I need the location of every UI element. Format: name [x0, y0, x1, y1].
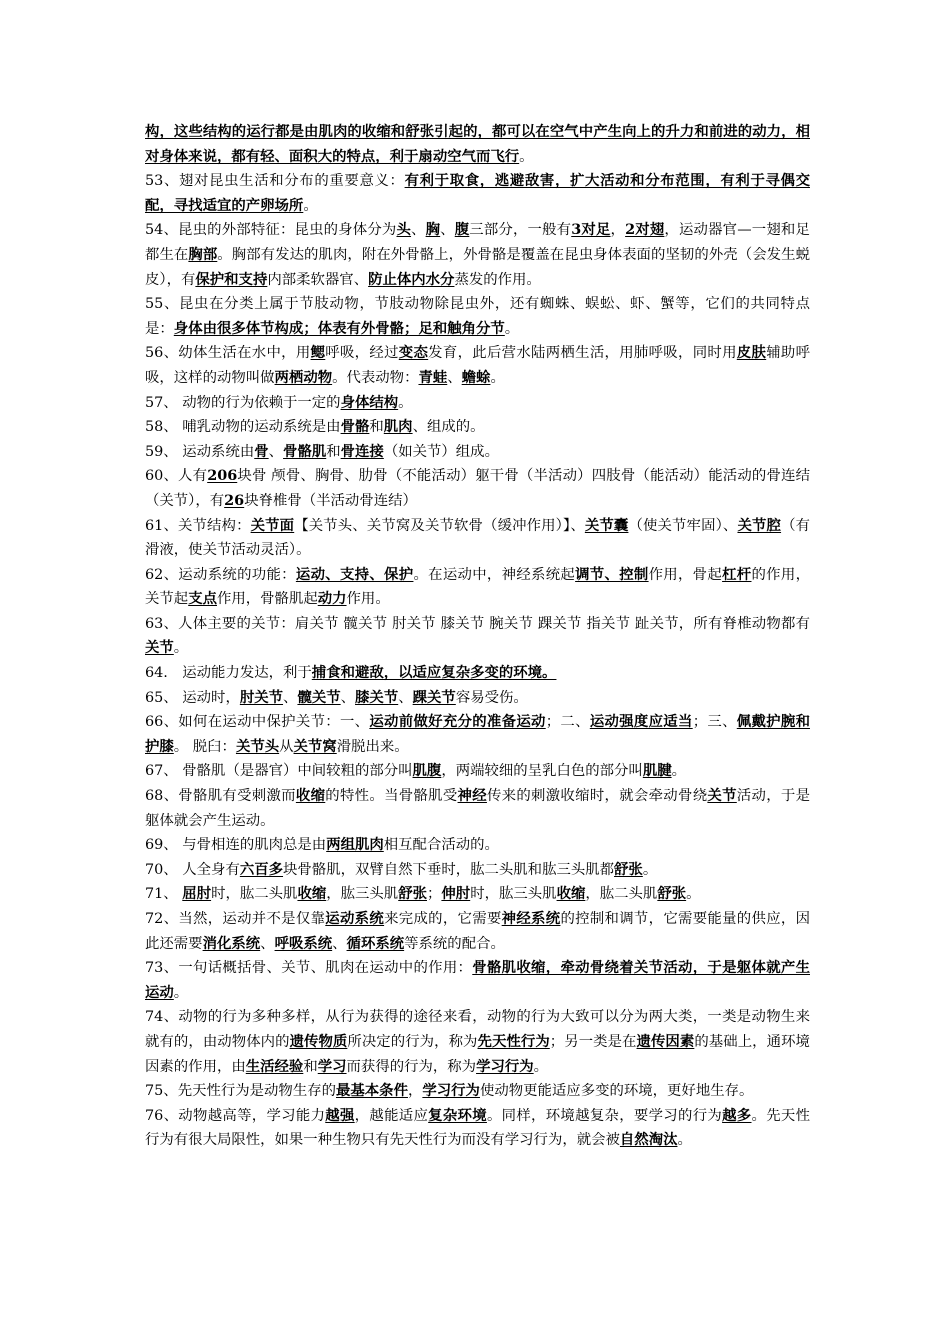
body-text: 时，肱二头肌	[211, 886, 298, 903]
body-text: 块骨 颅骨、胸骨、肋骨（不能活动）躯干骨（半活动）四肢骨（能活动）能活动的骨连结（关节），有	[145, 468, 811, 509]
body-text: 所决定的行为，称为	[347, 1033, 478, 1050]
body-text: 。代表动物：	[332, 369, 419, 386]
body-text: 块脊椎骨（半活动骨连结）	[244, 492, 417, 509]
answer-text: 肌腱	[642, 762, 672, 780]
body-text: 60、人有	[145, 468, 208, 485]
answer-text: 关节头	[235, 737, 280, 755]
body-text: 63、人体主要的关节：肩关节 髋关节 肘关节 膝关节 腕关节 踝关节 指关节 趾关节，所有脊椎动物都有	[145, 615, 810, 632]
body-text: 。	[173, 640, 189, 657]
body-text: 内部柔软器官、	[267, 271, 369, 288]
body-text: ；	[427, 886, 442, 903]
paragraph-21	[145, 907, 810, 956]
body-text: ，越能适应	[354, 1107, 429, 1124]
answer-text: 六百多	[239, 860, 284, 878]
body-text: 、	[440, 222, 455, 239]
answer-text: 关节	[145, 639, 174, 657]
body-text: 。胸部有发达的肌肉，附在外骨骼上，外骨骼是覆盖在昆虫身体表面的坚韧的外壳（会发生蜕皮），有	[145, 246, 810, 288]
answer-text: 最基本条件	[336, 1082, 408, 1100]
body-text: ，运动器官—一翅和足都生在	[145, 222, 810, 263]
paragraph-19	[145, 858, 810, 883]
answer-text: 膝关节	[355, 688, 399, 706]
answer-text: 运动前做好充分的准备运动	[369, 713, 546, 731]
body-text: 64. 运动能力发达，利于	[145, 665, 312, 682]
answer-text: 青蛙	[418, 368, 448, 386]
paragraph-24	[145, 1079, 810, 1104]
body-text: 三部分，一般有	[469, 222, 572, 239]
body-text: 作用，骨骼肌起	[216, 591, 318, 608]
body-text: 65、 运动时，	[145, 689, 240, 706]
answer-text: 身体结构	[340, 393, 399, 411]
body-text: 作用。	[346, 591, 390, 608]
body-text: 。	[519, 148, 534, 165]
body-text: 、	[268, 443, 284, 460]
answer-text: 越强	[325, 1106, 355, 1124]
answer-text: 2对翅	[625, 221, 665, 239]
body-text: 从	[279, 738, 294, 755]
answer-text: 关节面	[250, 516, 295, 534]
paragraph-23	[145, 1005, 810, 1079]
answer-text: 防止体内水分	[368, 270, 455, 288]
body-text: 。	[533, 1058, 549, 1075]
paragraph-5	[145, 341, 810, 390]
body-text: 的作用，关节起	[145, 566, 810, 608]
answer-text: 舒张	[657, 885, 687, 903]
body-text: 和	[369, 419, 384, 436]
body-text: 。	[490, 369, 505, 386]
body-text: 的控制和调节，它需要能量的供应，因此还需要	[145, 911, 810, 952]
body-text: 71、	[145, 886, 183, 903]
answer-text: 两栖动物	[274, 368, 333, 386]
answer-text: 舒张	[614, 860, 643, 878]
body-text: ，	[610, 222, 626, 239]
body-text: 。	[398, 394, 413, 411]
body-text: ，	[407, 1083, 423, 1100]
answer-text: 杠杆	[722, 565, 752, 583]
answer-text: 蟾蜍	[461, 368, 491, 386]
body-text: 、	[447, 369, 462, 386]
body-text: （使关节牢固）、	[628, 517, 738, 534]
body-text: 蒸发的作用。	[454, 271, 541, 288]
answer-text: 消化系统	[202, 934, 261, 952]
body-text: 作用，骨起	[648, 566, 723, 583]
answer-text: 肌腹	[412, 762, 442, 780]
answer-text: 关节	[707, 787, 737, 805]
body-text: 55、昆虫在分类上属于节肢动物，节肢动物除昆虫外，还有蜘蛛、蜈蚣、虾、蟹等，它们的共同特点是：	[145, 296, 810, 337]
answer-text: 呼吸系统	[274, 934, 333, 952]
body-text: 53、翅对昆虫生活和分布的重要意义：	[145, 173, 405, 190]
paragraph-list	[145, 120, 810, 1153]
body-text: 、	[340, 689, 356, 706]
paragraph-20	[145, 882, 810, 907]
body-text: 58、 哺乳动物的运动系统是由	[145, 419, 341, 436]
body-text: 。	[686, 886, 701, 903]
body-text: 呼吸，经过	[325, 345, 399, 362]
answer-text: 学习行为	[422, 1082, 480, 1100]
body-text: 。	[671, 763, 687, 780]
paragraph-1	[145, 120, 810, 169]
answer-text: 踝关节	[412, 688, 456, 706]
answer-text: 调节、控制	[575, 565, 649, 583]
body-text: 56、幼体生活在水中，用	[145, 345, 311, 362]
body-text: ；三、	[692, 714, 737, 731]
body-text: （有滑液，使关节活动灵活）。	[145, 517, 810, 559]
body-text: 相互配合活动的。	[383, 837, 499, 854]
paragraph-10	[145, 514, 810, 563]
answer-text: 运动强度应适当	[589, 713, 693, 731]
body-text: 的基础上，通环境因素的作用，由	[145, 1033, 810, 1075]
body-text: 。	[173, 984, 189, 1001]
body-text: 69、 与骨相连的肌肉总是由	[145, 837, 327, 854]
body-text: 块骨骼肌，双臂自然下垂时，肱二头肌和肱三头肌都	[283, 861, 615, 878]
answer-text: 生活经验	[245, 1057, 304, 1075]
answer-text: 肌肉	[383, 418, 413, 436]
paragraph-14	[145, 686, 810, 711]
answer-text: 伸肘	[441, 885, 471, 903]
body-text: 辅助呼吸，这样的动物叫做	[145, 345, 810, 386]
answer-text: 遗传因素	[636, 1032, 695, 1050]
body-text: 75、先天性行为是动物生存的	[145, 1083, 336, 1100]
paragraph-8	[145, 440, 810, 465]
answer-text: 循环系统	[346, 934, 405, 952]
paragraph-22	[145, 956, 810, 1005]
body-text: 传来的刺激收缩时，就会牵动骨绕	[486, 788, 708, 805]
body-text: ；另一类是在	[549, 1033, 637, 1050]
paragraph-15	[145, 710, 810, 759]
answer-text: 越多	[722, 1106, 752, 1124]
answer-text: 收缩	[297, 885, 327, 903]
body-text: 使动物更能适应多变的环境，更好地生存。	[479, 1083, 754, 1100]
answer-text: 神经	[457, 787, 487, 805]
body-text: 容易受伤。	[455, 689, 528, 706]
body-text: 。同样，环境越复杂，要学习的行为	[486, 1107, 723, 1124]
body-text: 、	[283, 689, 298, 706]
paragraph-11	[145, 563, 810, 612]
document-page	[145, 120, 810, 1153]
answer-text: 骨骼肌收缩，牵动骨绕着关节活动，于是躯体就产生运动	[145, 959, 810, 1001]
body-text: 等系统的配合。	[404, 935, 505, 952]
paragraph-16	[145, 759, 810, 784]
answer-text: 学习	[317, 1057, 347, 1075]
body-text: 。	[504, 320, 520, 337]
answer-text: 26	[224, 491, 245, 509]
body-text: 68、骨骼肌有受刺激而	[145, 788, 296, 805]
answer-text: 头	[396, 221, 412, 239]
answer-text: 皮肤	[736, 344, 767, 362]
body-text: 。	[642, 861, 658, 878]
answer-text: 遗传物质	[289, 1032, 348, 1050]
answer-text: 骨骼	[340, 418, 370, 436]
answer-text: 髋关节	[297, 688, 341, 706]
body-text: 活动，于是躯体就会产生运动。	[145, 788, 810, 829]
answer-text: 骨骼肌	[283, 442, 327, 460]
body-text: 59、 运动系统由	[145, 443, 255, 460]
body-text: ，肱三头肌	[326, 886, 399, 903]
body-text: 54、昆虫的外部特征：昆虫的身体分为	[145, 222, 397, 239]
paragraph-12	[145, 612, 810, 661]
answer-text: 复杂环境	[428, 1106, 487, 1124]
body-text: 、组成的。	[412, 419, 485, 436]
paragraph-2	[145, 169, 810, 218]
answer-text: 运动系统	[325, 910, 385, 927]
body-text: 61、关节结构：	[145, 517, 251, 534]
body-text: 。 脱臼：	[173, 738, 236, 755]
answer-text: 关节囊	[584, 516, 629, 534]
answer-text: 自然淘汰	[619, 1131, 678, 1149]
answer-text: 神经系统	[501, 910, 561, 927]
answer-text: 骨连接	[340, 442, 384, 460]
body-text: 。先天性行为有很大局限性，如果一种生物只有先天性行为而没有学习行为，就会被	[145, 1107, 810, 1149]
body-text: 57、 动物的行为依赖于一定的	[145, 394, 341, 411]
body-text: 的特性。当骨骼肌受	[325, 788, 458, 805]
paragraph-13	[145, 661, 810, 686]
answer-text: 捕食和避敌，以适应复杂多变的环境。	[311, 664, 557, 682]
answer-text: 变态	[398, 344, 429, 362]
body-text: ，两端较细的呈乳白色的部分叫	[441, 763, 643, 780]
answer-text: 肘关节	[239, 688, 284, 706]
answer-text: 关节窝	[293, 737, 337, 755]
body-text: ；二、	[545, 714, 590, 731]
answer-text: 学习行为	[476, 1057, 534, 1075]
answer-text: 两组肌肉	[326, 836, 384, 854]
answer-text: 骨	[254, 442, 269, 460]
body-text: 、	[260, 935, 275, 952]
body-text: 、	[398, 689, 413, 706]
paragraph-17	[145, 784, 810, 833]
answer-text: 胸部	[188, 245, 218, 263]
body-text: 74、动物的行为多种多样，从行为获得的途径来看，动物的行为大致可以分为两大类，一类是动物生来就有的，由动物体内的	[145, 1009, 810, 1050]
paragraph-18	[145, 833, 810, 858]
body-text: 。在运动中，神经系统起	[413, 566, 576, 583]
answer-text: 动力	[317, 590, 347, 608]
body-text: 、	[411, 222, 426, 239]
body-text: ，肱二头肌	[585, 886, 658, 903]
answer-text: 3对足	[571, 221, 611, 239]
answer-text: 舒张	[398, 885, 427, 903]
paragraph-25	[145, 1104, 810, 1153]
answer-text: 206	[207, 467, 238, 485]
body-text: 。	[677, 1132, 692, 1149]
body-text: 和	[326, 443, 341, 460]
answer-text: 先天性行为	[477, 1032, 550, 1050]
body-text: 73、一句话概括骨、关节、肌肉在运动中的作用：	[145, 960, 473, 977]
answer-text: 收缩	[556, 885, 586, 903]
answer-text: 支点	[188, 590, 217, 608]
body-text: 和	[303, 1058, 318, 1075]
body-text: （如关节）组成。	[383, 443, 499, 460]
body-text: 66、如何在运动中保护关节：一、	[145, 714, 370, 731]
body-text: 67、 骨骼肌（是器官）中间较粗的部分叫	[145, 763, 413, 780]
paragraph-9	[145, 464, 810, 513]
answer-text: 保护和支持	[195, 270, 268, 288]
body-text: 而获得的行为，称为	[346, 1058, 477, 1075]
answer-text: 鳃	[310, 344, 326, 362]
body-text: 【关节头、关节窝及关节软骨（缓冲作用）】、	[294, 517, 585, 534]
body-text: 来完成的，它需要	[384, 911, 502, 927]
answer-text: 收缩	[295, 787, 326, 805]
answer-text: 佩戴护腕和护膝	[145, 713, 810, 755]
paragraph-4	[145, 292, 810, 341]
body-text: 时，肱三头肌	[470, 886, 557, 903]
answer-text: 关节腔	[737, 516, 782, 534]
paragraph-7	[145, 415, 810, 440]
answer-text: 胸	[425, 221, 441, 239]
body-text: 76、动物越高等，学习能力	[145, 1107, 326, 1124]
answer-text: 身体由很多体节构成；体表有外骨骼；足和触角分节	[173, 319, 505, 337]
body-text: 72、当然，运动并不是仅靠	[145, 911, 326, 927]
answer-text: 有利于取食，逃避敌害，扩大活动和分布范围，有利于寻偶交配，寻找适宜的产卵场所	[145, 172, 810, 214]
paragraph-6	[145, 391, 810, 416]
answer-text: 运动、支持、保护	[295, 565, 414, 583]
answer-text: 屈肘	[182, 885, 212, 903]
answer-text: 腹	[454, 221, 470, 239]
body-text: 70、 人全身有	[145, 861, 240, 878]
answer-text: 构，这些结构的运行都是由肌肉的收缩和舒张引起的，都可以在空气中产生向上的升力和前进的动力，相对身体来说，都有轻、面积大的特点，利于扇动空气而飞行	[145, 123, 810, 165]
body-text: 发育，此后营水陆两栖生活，用肺呼吸，同时用	[428, 345, 737, 362]
body-text: 。	[303, 197, 318, 214]
paragraph-3	[145, 218, 810, 292]
body-text: 62、运动系统的功能：	[145, 566, 296, 583]
body-text: 、	[332, 935, 347, 952]
body-text: 滑脱出来。	[336, 738, 409, 755]
